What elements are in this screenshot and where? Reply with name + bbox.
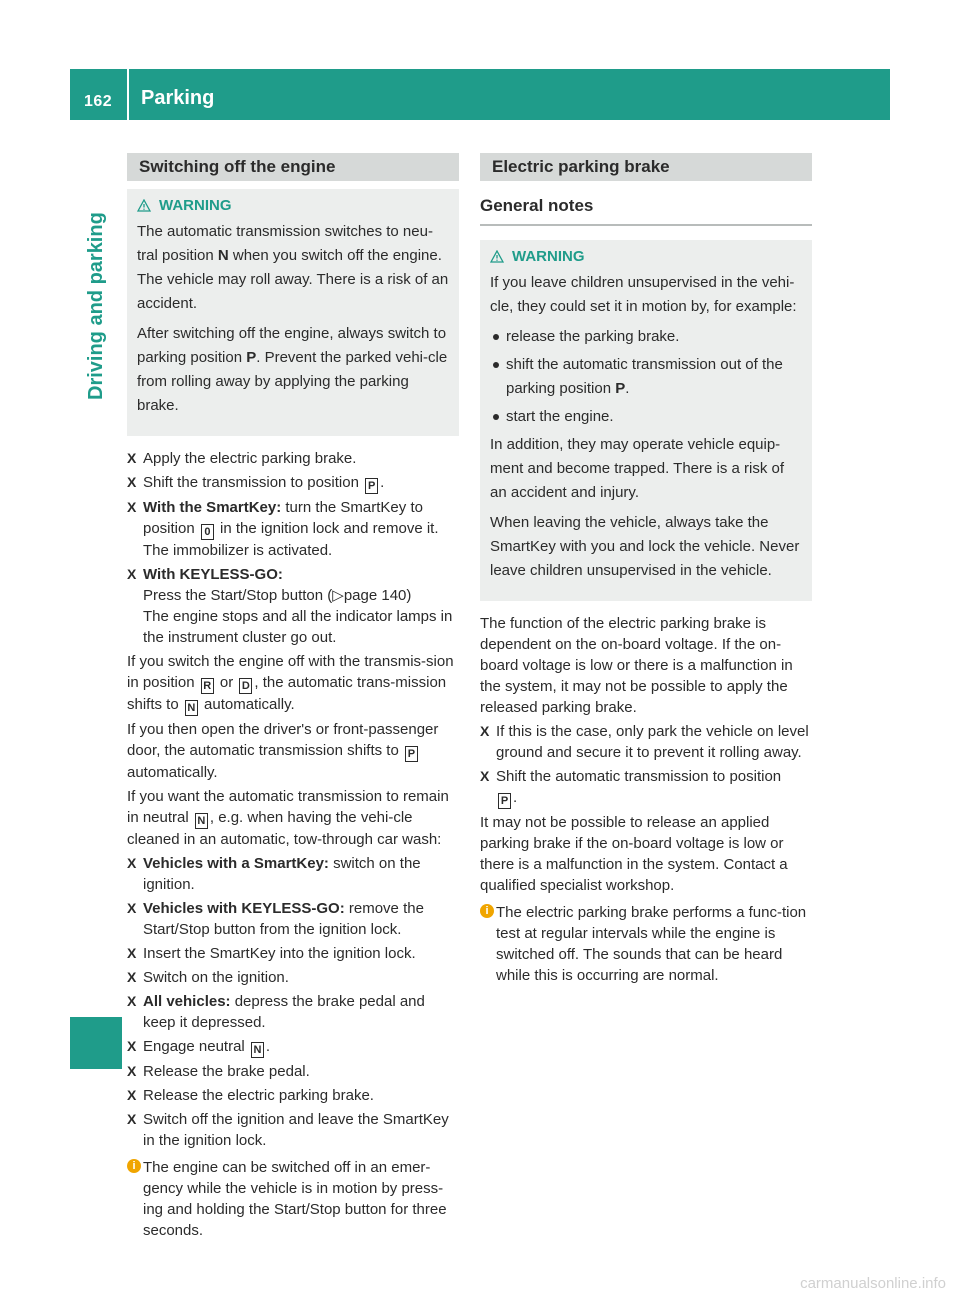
instruction-step: X Shift the transmission to position P . (127, 472, 459, 494)
warning-text: When leaving the vehicle, always take the SmartKey with you and lock the vehicle. Never leave children unsupervised in the vehicle. (490, 514, 800, 579)
instruction-step: X All vehicles: depress the brake pedal and keep it depressed. (127, 991, 459, 1033)
warning-triangle-icon (490, 250, 504, 263)
instruction-step: X Switch on the ignition. (127, 967, 459, 988)
instruction-step: X Release the electric parking brake. (127, 1085, 459, 1106)
gear-symbol: N (195, 813, 208, 829)
instruction-list (127, 448, 459, 648)
info-icon: i (127, 1159, 141, 1173)
instruction-step: X If this is the case, only park the vehicle on level ground and secure it to prevent it rolling away. (480, 721, 812, 763)
info-note: i The electric parking brake performs a func-tion test at regular intervals while the engine is switched off. The sounds that can be heard while this is occurring are normal. (480, 902, 812, 986)
gear-symbol: 0 (201, 524, 214, 540)
info-icon: i (480, 904, 494, 918)
warning-text: The automatic transmission switches to neu-tral position N when you switch off the engine. The vehicle may roll away. There is a risk of an accident. (137, 223, 449, 312)
warning-text: If you leave children unsupervised in the vehi-cle, they could set it in motion by, for example: (490, 274, 797, 315)
gear-symbol: N (185, 700, 198, 716)
gear-symbol: P (365, 478, 378, 494)
right-column (480, 153, 812, 986)
instruction-list (127, 853, 459, 1151)
bullet-item: release the parking brake. (490, 325, 802, 349)
gear-symbol: P (498, 793, 511, 809)
instruction-step: X Insert the SmartKey into the ignition lock. (127, 943, 459, 964)
warning-header (137, 195, 449, 216)
section-heading: Switching off the engine (127, 153, 459, 181)
header-divider (127, 69, 129, 120)
warning-text: In addition, they may operate vehicle equip-ment and become trapped. There is a risk of an accident and injury. (490, 436, 785, 501)
gear-symbol: D (239, 678, 252, 694)
page-header (70, 69, 890, 120)
gear-symbol: R (201, 678, 214, 694)
instruction-step: X Vehicles with a SmartKey: switch on the ignition. (127, 853, 459, 895)
left-column (127, 153, 459, 1241)
chapter-side-label: Driving and parking (85, 212, 107, 400)
body-paragraph: If you want the automatic transmission to remain in neutral N , e.g. when having the vehi-cle cleaned in an automatic, tow-through car wash: (127, 788, 449, 848)
section-heading: Electric parking brake (480, 153, 812, 181)
instruction-step: X Apply the electric parking brake. (127, 448, 459, 469)
bullet-item: shift the automatic transmission out of the parking position P. (490, 353, 802, 401)
gear-letter: N (217, 247, 229, 264)
instruction-step: X Shift the automatic transmission to position P . (480, 766, 812, 809)
watermark: carmanualsonline.info (800, 1275, 946, 1292)
body-paragraph: If you switch the engine off with the transmis-sion in position R or D , the automatic trans-mission shifts to N automatically. (127, 653, 454, 714)
body-paragraph: It may not be possible to release an applied parking brake if the on-board voltage is low or there is a malfunction in the system. Contact a qualified specialist workshop. (480, 814, 788, 894)
warning-label: WARNING (512, 248, 585, 265)
instruction-step: X Release the brake pedal. (127, 1061, 459, 1082)
warning-header (490, 246, 802, 267)
warning-triangle-icon (137, 199, 151, 212)
page-reference[interactable]: page 140) (343, 587, 412, 604)
info-note: i The engine can be switched off in an emer-gency while the vehicle is in motion by press-ing and holding the Start/Stop button for three seconds. (127, 1157, 459, 1241)
warning-box (480, 240, 812, 601)
gear-symbol: P (405, 746, 418, 762)
page-number: 162 (84, 93, 113, 110)
body-paragraph: The function of the electric parking brake is dependent on the on-board voltage. If the on-board voltage is low or there is a malfunction in the system, it may not be possible to apply the released parking brake. (480, 615, 793, 716)
page-title: Parking (141, 87, 215, 109)
warning-label: WARNING (159, 197, 232, 214)
gear-letter: P (246, 349, 257, 366)
warning-text: After switching off the engine, always switch to parking position P. Prevent the parked vehi-cle from rolling away by applying the parking brake. (137, 325, 448, 414)
subheading: General notes (480, 195, 812, 226)
gear-symbol: N (251, 1042, 264, 1058)
body-paragraph: If you then open the driver's or front-passenger door, the automatic transmission shifts to P automatically. (127, 721, 439, 781)
page-ref-arrow-icon: ▷ (332, 587, 344, 604)
warning-box (127, 189, 459, 436)
instruction-step: X Vehicles with KEYLESS-GO: remove the Start/Stop button from the ignition lock. (127, 898, 459, 940)
gear-letter: P (615, 380, 626, 397)
chapter-marker (70, 1017, 122, 1069)
instruction-step: X With the SmartKey: turn the SmartKey to position 0 in the ignition lock and remove it. The immobilizer is activated. (127, 497, 459, 561)
instruction-step: X Switch off the ignition and leave the SmartKey in the ignition lock. (127, 1109, 459, 1151)
bullet-item: start the engine. (490, 405, 802, 429)
instruction-step: X Engage neutral N . (127, 1036, 459, 1058)
instruction-step: X With KEYLESS-GO: Press the Start/Stop button (▷page 140) The engine stops and all the indicator lamps in the instrument cluster go out. (127, 564, 459, 648)
